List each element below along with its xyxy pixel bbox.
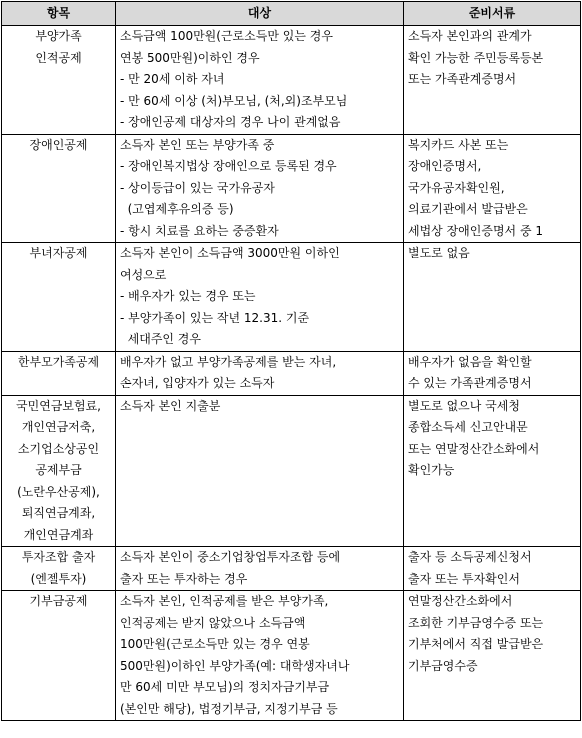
target-line: (고엽제후유의증 등) [120,202,234,216]
item-text: 한부모가족공제 [17,354,100,369]
documents-line: 소득자 본인과의 관계가 [408,29,532,43]
target-cell [116,26,404,135]
target-cell [116,547,404,591]
target-line: 소득자 본인 또는 부양가족 중 [120,137,275,152]
item-text: 소기업소상공인 [17,441,100,456]
documents-line: 배우자가 없음을 확인할 [408,354,532,369]
header-documents: 준비서류 [404,2,581,26]
target-line: (본인만 해당), 법정기부금, 지정기부금 등 [120,701,338,716]
target-cell [116,243,404,352]
item-cell [2,243,116,352]
target-line: 인적공제는 받지 않았으나 소득금액 [120,615,306,630]
table-row [2,395,581,547]
item-cell [2,591,116,721]
table-row [2,26,581,135]
item-text: 부녀자공제 [29,246,88,260]
item-text: 인적공제 [35,50,82,65]
item-text: 국민연금보험료, [16,398,101,413]
item-text: 퇴직연금계좌, [21,506,96,520]
target-line: 소득금액 100만원(근로소득만 있는 경우 [120,29,333,43]
target-line: 500만원)이하인 부양가족(예: 대학생자녀나 [120,658,350,673]
documents-cell [404,351,581,395]
item-cell [2,351,116,395]
documents-line: 별도로 없으나 국세청 [408,398,520,413]
documents-line: 확인가능 [408,463,455,477]
target-line: 소득자 본인이 중소기업창업투자조합 등에 [120,550,341,564]
target-line: 연봉 500만원)이하인 경우 [120,50,260,65]
table-row [2,134,581,243]
documents-line: 출자 또는 투자확인서 [408,571,520,586]
item-text: 장애인공제 [29,137,88,152]
target-line: 손자녀, 입양자가 있는 소득자 [120,376,275,390]
documents-line: 또는 연말정산간소화에서 [408,441,540,456]
documents-line: 출자 등 소득공제신청서 [408,550,532,564]
documents-cell [404,26,581,135]
item-cell [2,547,116,591]
documents-cell [404,547,581,591]
documents-line: 확인 가능한 주민등록등본 [408,50,544,65]
documents-cell [404,591,581,721]
item-text: 개인연금계좌 [23,527,94,542]
target-cell [116,591,404,721]
documents-line: 복지카드 사본 또는 [408,137,509,152]
target-line: - 부양가족이 있는 작년 12.31. 기준 [120,310,310,325]
header-target: 대상 [116,2,404,26]
target-line: - 배우자가 있는 경우 또는 [120,289,256,303]
documents-line: 의료기관에서 발급받은 [408,202,528,216]
documents-line: 연말정산간소화에서 [408,594,513,608]
target-line: 100만원(근로소득만 있는 경우 연봉 [120,637,310,651]
target-line: - 만 20세 이하 자녀 [120,72,225,86]
table-row [2,243,581,352]
documents-line: 별도로 없음 [408,246,470,260]
item-text: 개인연금저축, [21,420,96,434]
documents-line: 기부금영수증 [408,658,478,673]
target-line: 소득자 본인 지출분 [120,398,221,413]
table-row [2,351,581,395]
item-text: 공제부금 [35,463,82,477]
target-line: 소득자 본인, 인적공제를 받은 부양가족, [120,594,329,608]
documents-line: 기부처에서 직접 발급받은 [408,637,544,651]
target-line: 여성으로 [120,267,167,282]
documents-line: 조회한 기부금영수증 또는 [408,615,544,630]
documents-line: 장애인증명서, [408,159,482,173]
documents-cell [404,395,581,547]
item-cell [2,134,116,243]
documents-cell [404,243,581,352]
documents-line: 또는 가족관계증명서 [408,72,517,86]
target-line: - 장애인복지법상 장애인으로 등록된 경우 [120,159,337,173]
target-line: 만 60세 미만 부모님)의 정치자금기부금 [120,680,330,694]
target-line: - 장애인공제 대상자의 경우 나이 관계없음 [120,115,341,129]
target-line: - 만 60세 이상 (처)부모님, (처,외)조부모님 [120,93,348,108]
target-line: 세대주인 경우 [120,332,201,346]
header-item: 항목 [2,2,116,26]
documents-line: 세법상 장애인증명서 중 1 [408,223,543,238]
target-line: 배우자가 없고 부양가족공제를 받는 자녀, [120,354,337,369]
item-text: 기부금공제 [29,594,88,608]
table-row [2,591,581,721]
item-cell [2,26,116,135]
documents-cell [404,134,581,243]
table-row [2,547,581,591]
target-cell [116,351,404,395]
item-text: 투자조합 출자 [21,550,96,564]
target-line: - 항시 치료를 요하는 중증환자 [120,223,279,238]
item-text: (엔젤투자) [30,571,87,586]
target-line: - 상이등급이 있는 국가유공자 [120,180,275,195]
target-line: 출자 또는 투자하는 경우 [120,571,248,586]
item-text: 부양가족 [35,29,82,43]
target-line: 소득자 본인이 소득금액 3000만원 이하인 [120,246,340,260]
target-cell [116,134,404,243]
header-row [2,2,581,26]
documents-line: 종합소득세 신고안내문 [408,420,528,434]
item-cell [2,395,116,547]
documents-line: 국가유공자확인원, [408,180,505,195]
documents-line: 수 있는 가족관계증명서 [408,376,532,390]
item-text: (노란우산공제), [17,484,100,499]
target-cell [116,395,404,547]
deduction-documents-table [1,1,581,721]
